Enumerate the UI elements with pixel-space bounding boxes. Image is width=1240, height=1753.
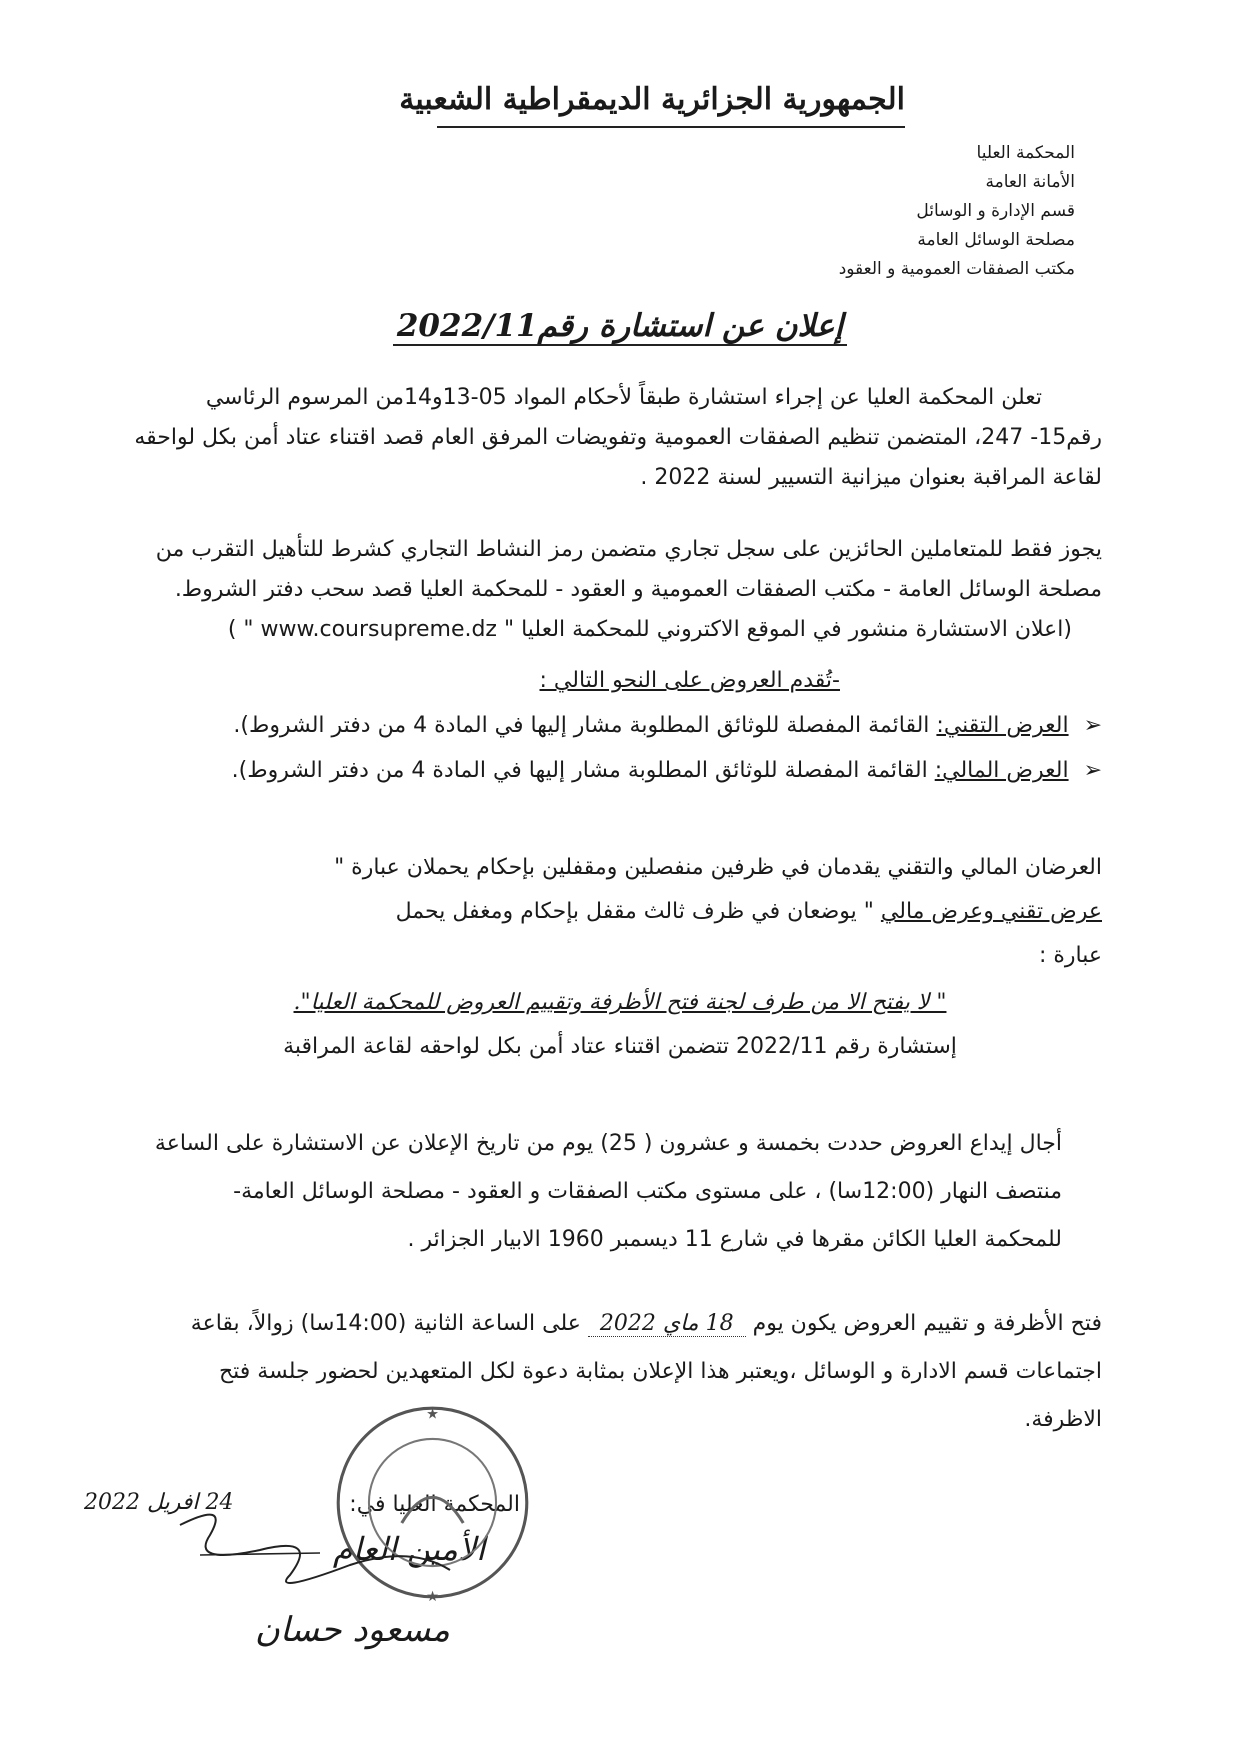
country-heading: الجمهورية الجزائرية الديمقراطية الشعبية <box>399 82 905 117</box>
offer-text: القائمة المفصلة للوثائق المطلوبة مشار إليها في المادة 4 من دفتر الشروط). <box>231 758 928 783</box>
offer-label: العرض المالي: <box>934 758 1069 783</box>
opening-line-1b: على الساعة الثانية (14:00سا) زوالاً، بقاعة <box>190 1311 581 1336</box>
envelopes-paragraph <box>102 846 1102 978</box>
dept-line-3: قسم الإدارة و الوسائل <box>916 201 1075 221</box>
offer-text: القائمة المفصلة للوثائق المطلوبة مشار إليها في المادة 4 من دفتر الشروط). <box>233 713 930 738</box>
handwritten-date: 18 ماي 2022 <box>588 1311 746 1337</box>
heading-underline <box>437 126 905 128</box>
opening-line-1a: فتح الأظرفة و تقييم العروض يكون يوم <box>752 1311 1102 1336</box>
envelope-quote-text: " لا يفتح الا من طرف لجنة فتح الأظرفة وتقييم العروض للمحكمة العليا". <box>293 990 947 1015</box>
arrow-bullet-icon: ➢ <box>1083 758 1102 783</box>
opening-line-2: اجتماعات قسم الادارة و الوسائل ،ويعتبر هذا الإعلان بمثابة دعوة لكل المتعهدين لحضور جلسة فتح <box>218 1359 1102 1384</box>
arrow-bullet-icon: ➢ <box>1083 713 1102 738</box>
website-line: (اعلان الاستشارة منشور في الموقع الاكتروني للمحكمة العليا " www.coursupreme.dz " ) <box>227 617 1072 642</box>
title-text: إعلان عن استشارة رقم2022/11 <box>393 308 847 346</box>
deadline-line-3: للمحكمة العليا الكائن مقرها في شارع 11 ديسمبر 1960 الابيار الجزائر . <box>407 1227 1062 1252</box>
svg-text:★: ★ <box>426 1588 439 1605</box>
opening-paragraph <box>102 1300 1102 1444</box>
deadline-line-1: أجال إيداع العروض حددت بخمسة و عشرون ( 25) يوم من تاريخ الإعلان عن الاستشارة على الساعة <box>154 1131 1062 1156</box>
intro-line-2: رقم15- 247، المتضمن تنظيم الصفقات العمومية وتفويضات المرفق العام قصد اقتناء عتاد أمن بكل لواحقه <box>134 425 1102 450</box>
eligibility-line-1: يجوز فقط للمتعاملين الحائزين على سجل تجاري متضمن رمز النشاط التجاري كشرط للتأهيل التقرب من <box>155 537 1102 562</box>
signature-name: مسعود حسان <box>254 1610 450 1650</box>
envelope-quote <box>0 990 1240 1015</box>
dept-line-1: المحكمة العليا <box>976 143 1075 163</box>
intro-line-1: تعلن المحكمة العليا عن إجراء استشارة طبقاً لأحكام المواد 05-13و14من المرسوم الرئاسي <box>205 385 1042 410</box>
deadline-paragraph <box>102 1120 1062 1264</box>
offer-item-financial <box>232 758 1102 783</box>
offer-label: العرض التقني: <box>936 713 1069 738</box>
intro-line-3: لقاعة المراقبة بعنوان ميزانية التسيير لسنة 2022 . <box>640 465 1102 490</box>
handwritten-signature <box>170 1495 460 1600</box>
signature-role: الأمين العام <box>332 1530 485 1568</box>
eligibility-paragraph <box>102 530 1102 650</box>
envelope-subject-line: إستشارة رقم 2022/11 تتضمن اقتناء عتاد أمن بكل لواحقه لقاعة المراقبة <box>283 1034 957 1059</box>
signature-place: المحكمة العليا في: <box>349 1492 520 1517</box>
dept-line-4: مصلحة الوسائل العامة <box>917 230 1075 250</box>
envelopes-line-3: عبارة : <box>1038 943 1102 968</box>
svg-text:★: ★ <box>426 1406 439 1423</box>
envelopes-line-1: العرضان المالي والتقني يقدمان في ظرفين منفصلين ومقفلين بإحكام يحملان عبارة " <box>334 855 1102 880</box>
offer-item-technical <box>233 713 1102 738</box>
dept-line-5: مكتب الصفقات العمومية و العقود <box>838 259 1075 279</box>
envelopes-subject: عرض تقني وعرض مالي <box>880 899 1102 924</box>
opening-line-3: الاظرفة. <box>1024 1407 1102 1432</box>
envelopes-line-2: " يوضعان في ظرف ثالث مقفل بإحكام ومغفل يحمل <box>395 899 874 924</box>
announcement-title <box>0 308 1240 344</box>
offers-intro-text: -تُقدم العروض على النحو التالي : <box>539 668 840 693</box>
intro-paragraph <box>102 378 1102 498</box>
deadline-line-2: منتصف النهار (12:00سا) ، على مستوى مكتب الصفقات و العقود - مصلحة الوسائل العامة- <box>233 1179 1062 1204</box>
eligibility-line-2: مصلحة الوسائل العامة - مكتب الصفقات العمومية و العقود - للمحكمة العليا قصد سحب دفتر الشروط. <box>174 577 1102 602</box>
offers-intro <box>540 668 841 693</box>
signature-date: 24 افريل 2022 <box>84 1490 234 1515</box>
dept-line-2: الأمانة العامة <box>985 172 1075 192</box>
